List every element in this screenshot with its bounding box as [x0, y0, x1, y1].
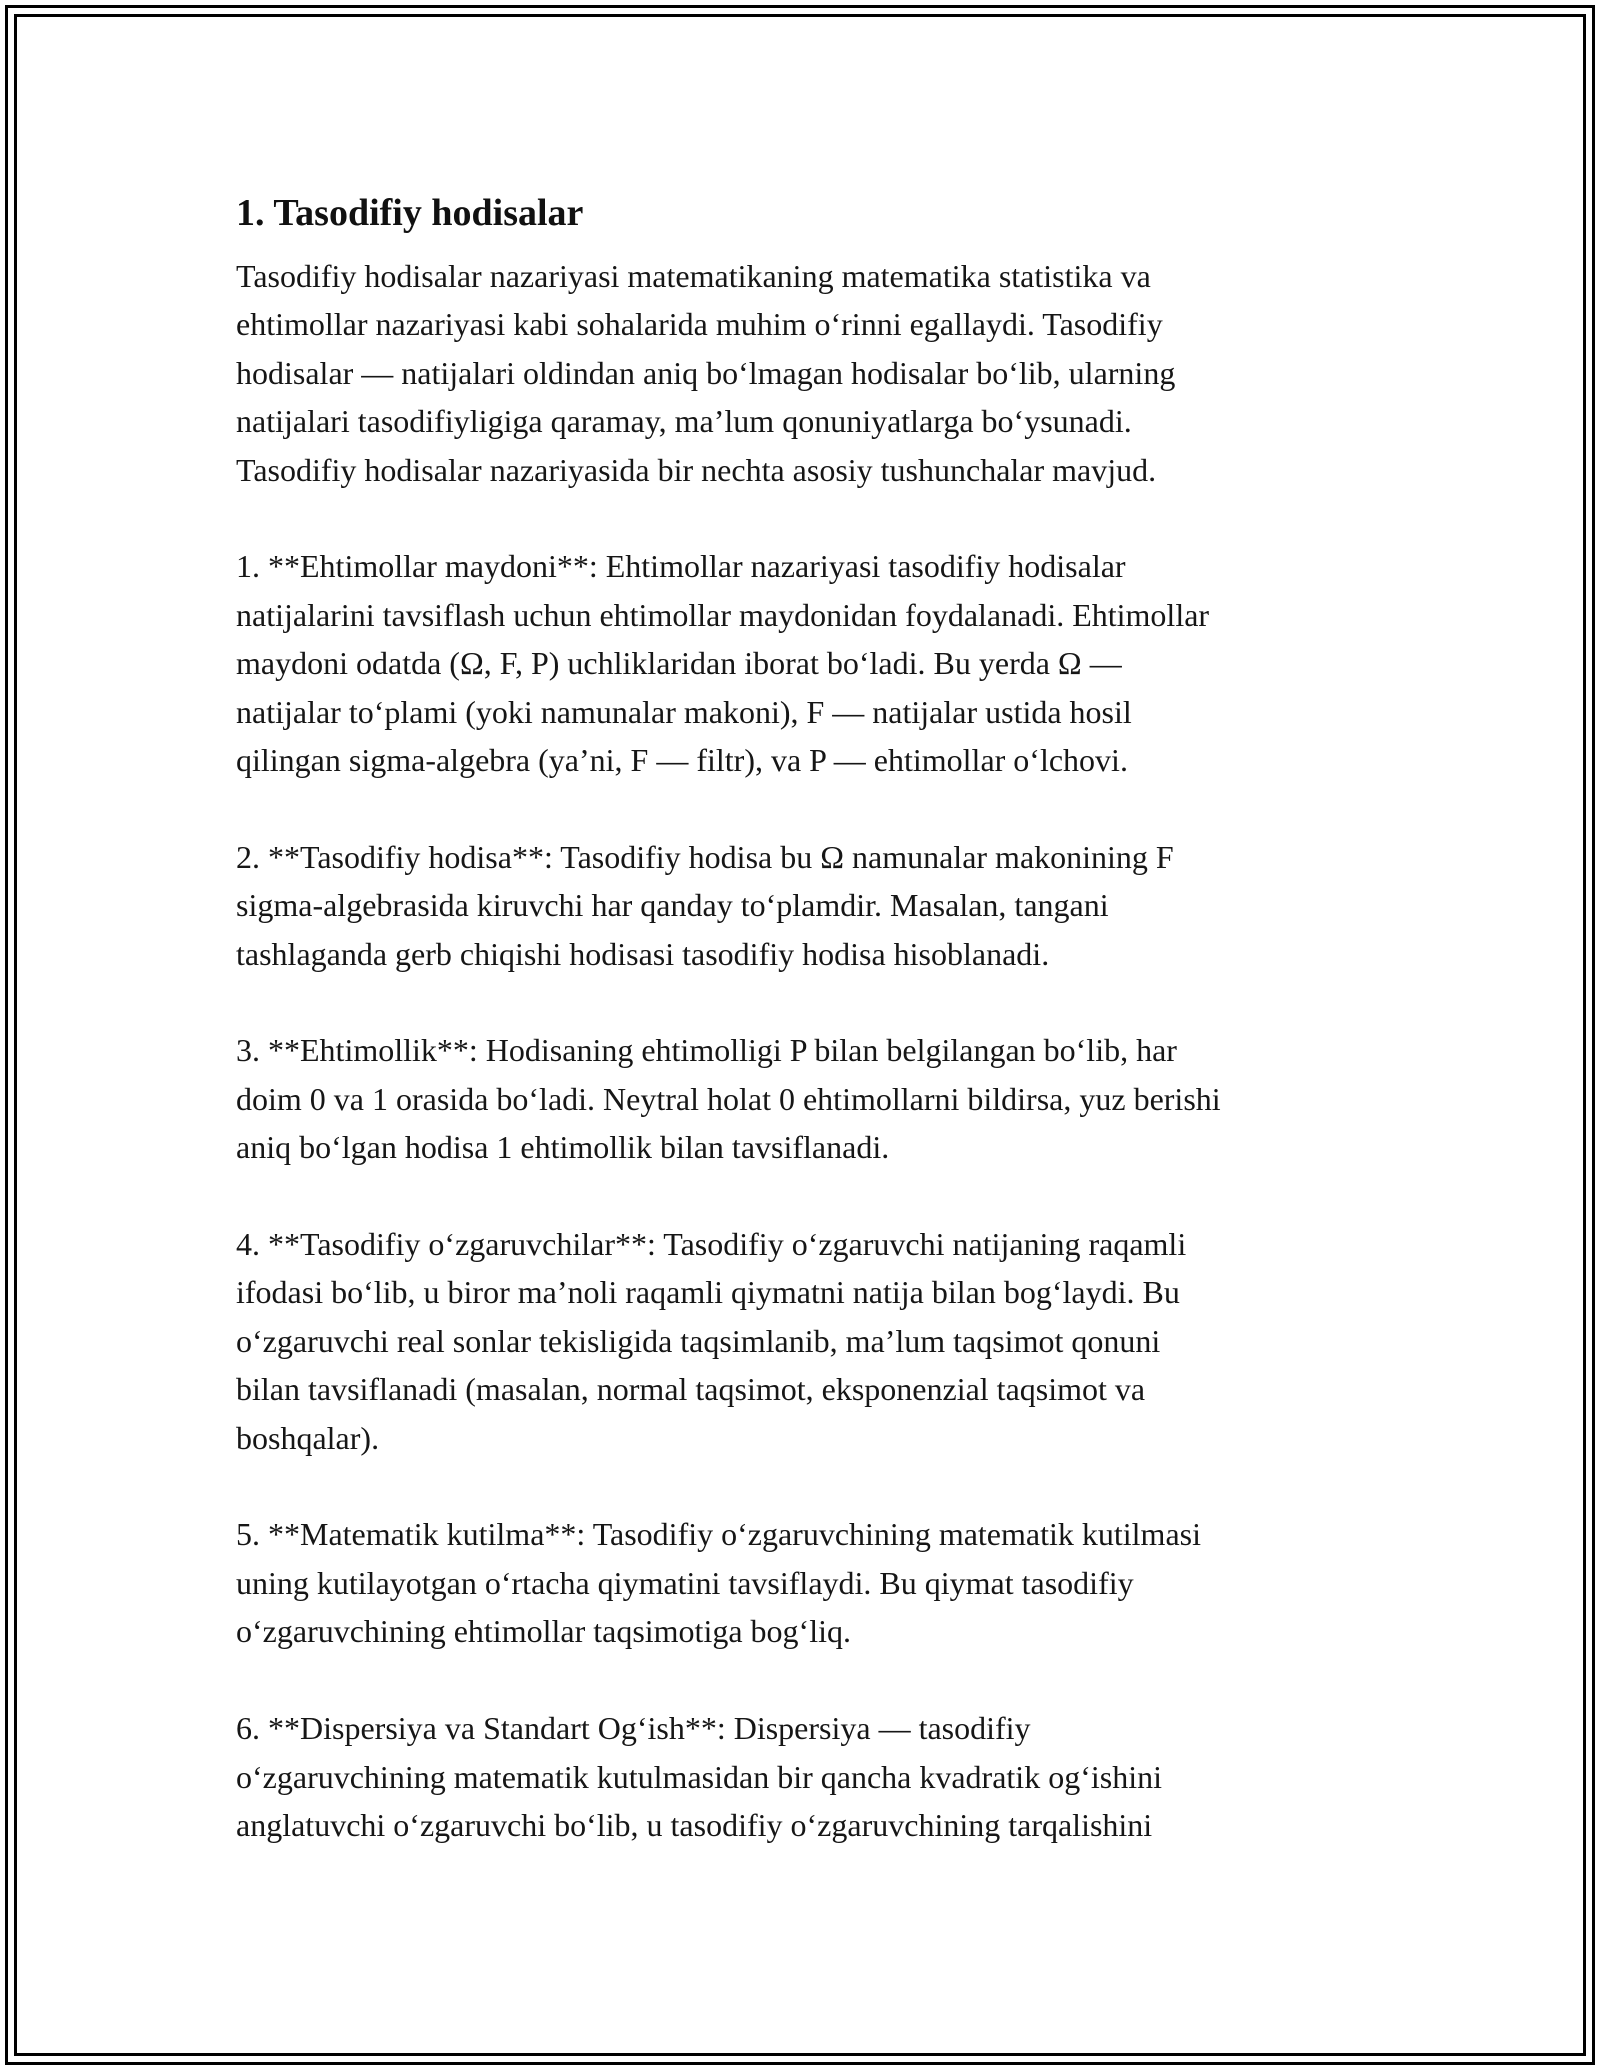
text-line: natijalarini tavsiflash uchun ehtimollar maydonidan foydalanadi. Ehtimollar	[236, 596, 1210, 633]
text-line: 3. **Ehtimollik**: Hodisaning ehtimolligi P bilan belgilangan bo‘lib, har	[236, 1032, 1177, 1069]
list-item-tasodifiy-ozgaruvchilar	[236, 1220, 1376, 1462]
text-line: 6. **Dispersiya va Standart Og‘ish**: Dispersiya — tasodifiy	[236, 1710, 1031, 1747]
intro-paragraph	[236, 252, 1376, 494]
text-line: anglatuvchi o‘zgaruvchi bo‘lib, u tasodifiy o‘zgaruvchining tarqalishini	[236, 1806, 1153, 1843]
list-item-ehtimollar-maydoni	[236, 542, 1376, 784]
text-line: 1. **Ehtimollar maydoni**: Ehtimollar nazariyasi tasodifiy hodisalar	[236, 548, 1126, 585]
text-line: o‘zgaruvchining matematik kutulmasidan bir qancha kvadratik og‘ishini	[236, 1758, 1162, 1795]
text-line: Tasodifiy hodisalar nazariyasida bir nechta asosiy tushunchalar mavjud.	[236, 451, 1157, 488]
text-line: aniq bo‘lgan hodisa 1 ehtimollik bilan tavsiflanadi.	[236, 1129, 890, 1166]
document-body	[236, 184, 1376, 1898]
text-line: 5. **Matematik kutilma**: Tasodifiy o‘zgaruvchining matematik kutilmasi	[236, 1516, 1201, 1553]
text-line: bilan tavsiflanadi (masalan, normal taqsimot, eksponenzial taqsimot va	[236, 1371, 1146, 1408]
text-line: tashlaganda gerb chiqishi hodisasi tasodifiy hodisa hisoblanadi.	[236, 935, 1050, 972]
list-item-ehtimollik	[236, 1026, 1376, 1171]
text-line: boshqalar).	[236, 1419, 380, 1456]
text-line: ehtimollar nazariyasi kabi sohalarida muhim o‘rinni egallaydi. Tasodifiy	[236, 306, 1163, 343]
list-item-matematik-kutilma	[236, 1510, 1376, 1655]
text-line: o‘zgaruvchi real sonlar tekisligida taqsimlanib, ma’lum taqsimot qonuni	[236, 1322, 1161, 1359]
list-item-tasodifiy-hodisa	[236, 833, 1376, 978]
text-line: ifodasi bo‘lib, u biror ma’noli raqamli qiymatni natija bilan bog‘laydi. Bu	[236, 1274, 1180, 1311]
text-line: qilingan sigma-algebra (ya’ni, F — filtr), va P — ehtimollar o‘lchovi.	[236, 742, 1128, 779]
text-line: doim 0 va 1 orasida bo‘ladi. Neytral holat 0 ehtimollarni bildirsa, yuz berishi	[236, 1080, 1221, 1117]
text-line: Tasodifiy hodisalar nazariyasi matematikaning matematika statistika va	[236, 258, 1151, 294]
text-line: 4. **Tasodifiy o‘zgaruvchilar**: Tasodifiy o‘zgaruvchi natijaning raqamli	[236, 1226, 1187, 1263]
section-heading: 1. Tasodifiy hodisalar	[236, 192, 584, 234]
text-line: natijalar to‘plami (yoki namunalar makoni), F — natijalar ustida hosil	[236, 693, 1132, 730]
text-line: sigma-algebrasida kiruvchi har qanday to‘plamdir. Masalan, tangani	[236, 887, 1109, 924]
text-line: natijalari tasodifiyligiga qaramay, ma’lum qonuniyatlarga bo‘ysunadi.	[236, 403, 1132, 440]
text-line: uning kutilayotgan o‘rtacha qiymatini tavsiflaydi. Bu qiymat tasodifiy	[236, 1564, 1134, 1601]
text-line: maydoni odatda (Ω, F, P) uchliklaridan iborat bo‘ladi. Bu yerda Ω —	[236, 645, 1122, 682]
text-line: 2. **Tasodifiy hodisa**: Tasodifiy hodisa bu Ω namunalar makonining F	[236, 838, 1174, 875]
list-item-dispersiya	[236, 1704, 1376, 1849]
text-line: hodisalar — natijalari oldindan aniq bo‘lmagan hodisalar bo‘lib, ularning	[236, 354, 1176, 391]
text-line: o‘zgaruvchining ehtimollar taqsimotiga bog‘liq.	[236, 1613, 851, 1650]
